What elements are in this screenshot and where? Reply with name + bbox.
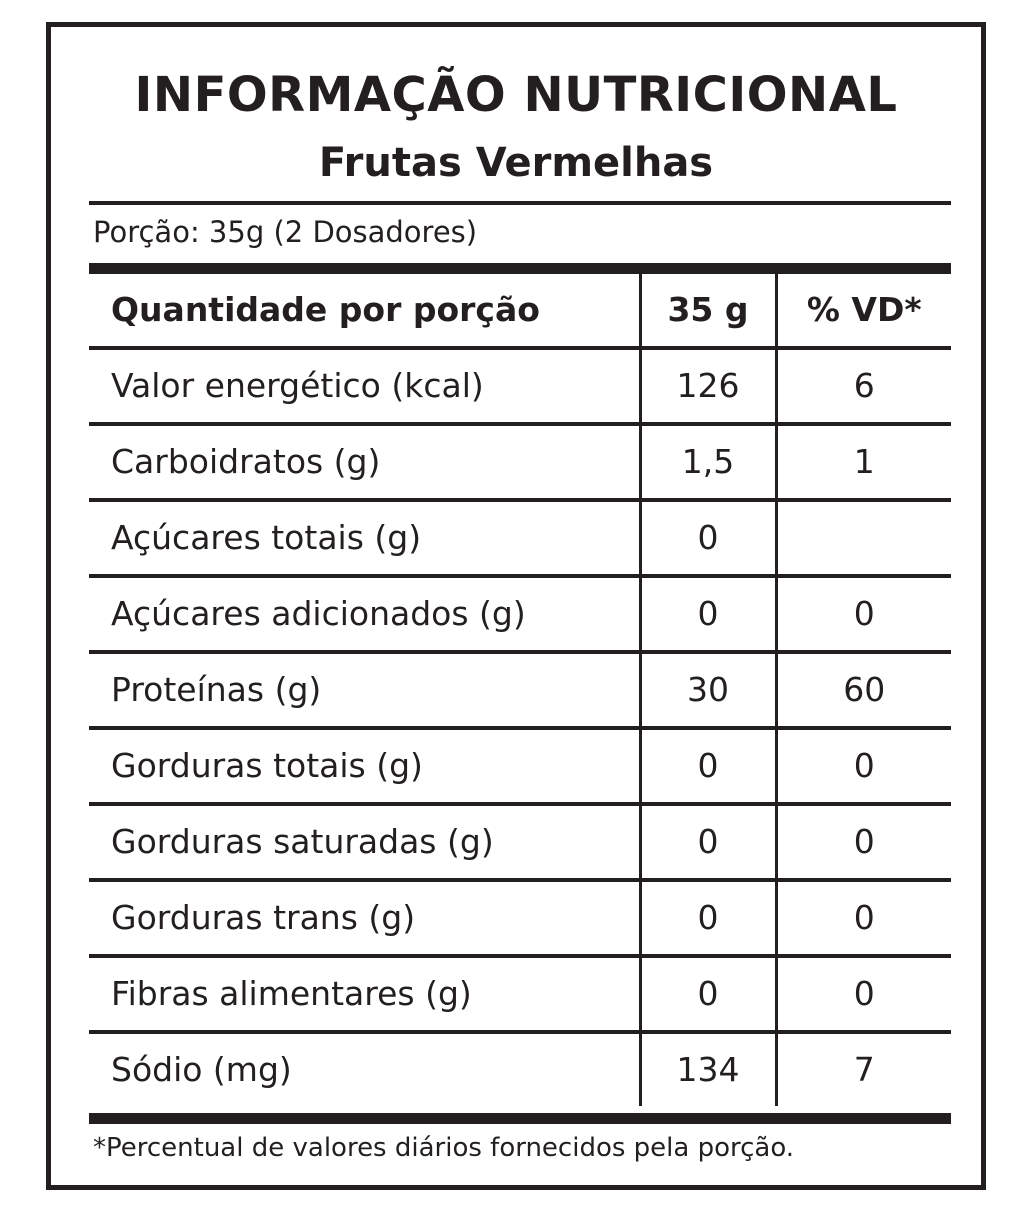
product-flavor: Frutas Vermelhas xyxy=(318,140,714,186)
table-row xyxy=(89,880,951,956)
nutrient-name: Açúcares adicionados (g) xyxy=(89,576,640,652)
table-row xyxy=(89,956,951,1032)
nutrient-amount: 0 xyxy=(640,576,776,652)
footnote: *Percentual de valores diários fornecidos pela porção. xyxy=(93,1133,795,1163)
nutrient-dv: 0 xyxy=(776,880,951,956)
table-row xyxy=(89,652,951,728)
nutrient-dv: 7 xyxy=(776,1032,951,1106)
nutrient-name: Gorduras totais (g) xyxy=(89,728,640,804)
nutrient-name: Gorduras saturadas (g) xyxy=(89,804,640,880)
table-header-row xyxy=(89,274,951,348)
label-title: INFORMAÇÃO NUTRICIONAL xyxy=(134,67,898,123)
nutrient-amount: 30 xyxy=(640,652,776,728)
table-row xyxy=(89,728,951,804)
divider-thick-bottom xyxy=(89,1113,951,1124)
nutrient-dv: 6 xyxy=(776,348,951,424)
header-quantity: Quantidade por porção xyxy=(89,274,640,348)
nutrient-dv: 60 xyxy=(776,652,951,728)
nutrient-name: Gorduras trans (g) xyxy=(89,880,640,956)
nutrient-name: Valor energético (kcal) xyxy=(89,348,640,424)
nutrition-table xyxy=(89,274,951,1106)
nutrient-amount: 0 xyxy=(640,956,776,1032)
nutrient-amount: 0 xyxy=(640,500,776,576)
nutrient-amount: 1,5 xyxy=(640,424,776,500)
nutrient-dv: 0 xyxy=(776,804,951,880)
portion-size: Porção: 35g (2 Dosadores) xyxy=(93,215,478,249)
nutrient-dv: 0 xyxy=(776,956,951,1032)
table-row xyxy=(89,1032,951,1106)
nutrient-amount: 0 xyxy=(640,804,776,880)
divider-top xyxy=(89,201,951,205)
nutrient-amount: 134 xyxy=(640,1032,776,1106)
nutrient-name: Fibras alimentares (g) xyxy=(89,956,640,1032)
nutrient-amount: 0 xyxy=(640,880,776,956)
nutrient-name: Sódio (mg) xyxy=(111,1050,292,1089)
nutrient-dv: 1 xyxy=(776,424,951,500)
nutrient-amount: 126 xyxy=(640,348,776,424)
table-row xyxy=(89,424,951,500)
table-row xyxy=(89,348,951,424)
header-daily-value: % VD* xyxy=(776,274,951,348)
nutrient-amount: 0 xyxy=(640,728,776,804)
nutrient-dv: 0 xyxy=(776,728,951,804)
nutrient-name: Açúcares totais (g) xyxy=(89,500,640,576)
nutrient-dv: 0 xyxy=(776,576,951,652)
nutrient-name: Proteínas (g) xyxy=(89,652,640,728)
table-row xyxy=(89,576,951,652)
divider-thick-top xyxy=(89,263,951,274)
header-amount: 35 g xyxy=(640,274,776,348)
nutrient-name: Carboidratos (g) xyxy=(89,424,640,500)
table-row xyxy=(89,804,951,880)
nutrition-facts-panel xyxy=(46,22,986,1190)
nutrient-dv xyxy=(776,500,951,576)
table-row xyxy=(89,500,951,576)
